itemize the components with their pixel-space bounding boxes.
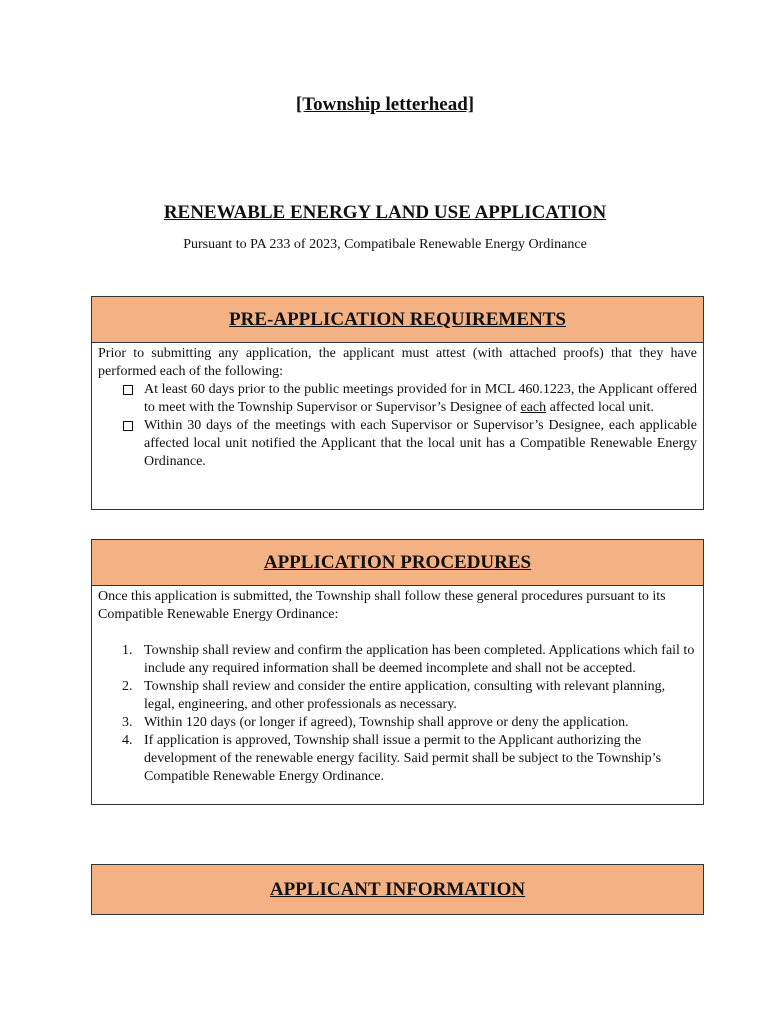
procedures-intro: Once this application is submitted, the Township shall follow these general procedures pursuant to its Compatible Renewable Energy Ordinance: — [98, 589, 666, 622]
pre-application-intro: Prior to submitting any application, the applicant must attest (with attached proofs) that they have performed each of the following: — [98, 346, 697, 379]
step-text: Within 120 days (or longer if agreed), Township shall approve or deny the application. — [144, 715, 629, 730]
pre-application-section — [91, 296, 704, 510]
procedure-step — [122, 732, 697, 786]
requirement-item — [144, 417, 697, 471]
step-number: 1. — [122, 643, 133, 658]
requirement-checkbox[interactable] — [123, 385, 133, 395]
requirement-checkbox[interactable] — [123, 421, 133, 431]
step-text: If application is approved, Township shall issue a permit to the Applicant authorizing the development of the renewable energy facility. Said permit shall be subject to the Township’s Compatible Renewable Energy Ordinance. — [144, 733, 662, 784]
requirement-item — [144, 381, 697, 417]
pre-application-body — [92, 343, 703, 471]
procedures-body — [92, 586, 703, 786]
township-letterhead: [Township letterhead] — [295, 94, 475, 115]
pre-application-heading: PRE-APPLICATION REQUIREMENTS — [92, 297, 703, 343]
step-text: Township shall review and consider the entire application, consulting with relevant planning, legal, engineering, and other professionals as necessary. — [144, 679, 666, 712]
applicant-info-section — [91, 864, 704, 915]
document-title: RENEWABLE ENERGY LAND USE APPLICATION — [163, 202, 607, 223]
step-text: Township shall review and confirm the application has been completed. Applications which fail to include any required information shall be deemed incomplete and shall not be accepted. — [144, 643, 695, 676]
document-subtitle: Pursuant to PA 233 of 2023, Compatibale Renewable Energy Ordinance — [183, 237, 587, 252]
step-number: 3. — [122, 715, 133, 730]
procedure-step — [122, 714, 697, 732]
requirement-text-end: affected local unit. — [546, 400, 654, 415]
requirements-checklist — [98, 381, 697, 471]
procedures-heading: APPLICATION PROCEDURES — [92, 540, 703, 586]
procedure-step — [122, 678, 697, 714]
step-number: 2. — [122, 679, 133, 694]
applicant-info-heading: APPLICANT INFORMATION — [92, 865, 703, 914]
requirement-text-start: At least 60 days prior to the public meetings provided for in MCL 460.1223, the Applicant offered to meet with the Township Supervisor or Supervisor’s Designee of — [144, 382, 697, 415]
step-number: 4. — [122, 733, 133, 748]
requirement-text: Within 30 days of the meetings with each Supervisor or Supervisor’s Designee, each applicable affected local unit notified the Applicant that the local unit has a Compatible Renewable Energy Ordinance. — [144, 418, 697, 469]
procedures-section — [91, 539, 704, 805]
procedure-step — [122, 642, 697, 678]
procedures-list — [98, 642, 697, 786]
requirement-emphasis: each — [520, 400, 547, 415]
